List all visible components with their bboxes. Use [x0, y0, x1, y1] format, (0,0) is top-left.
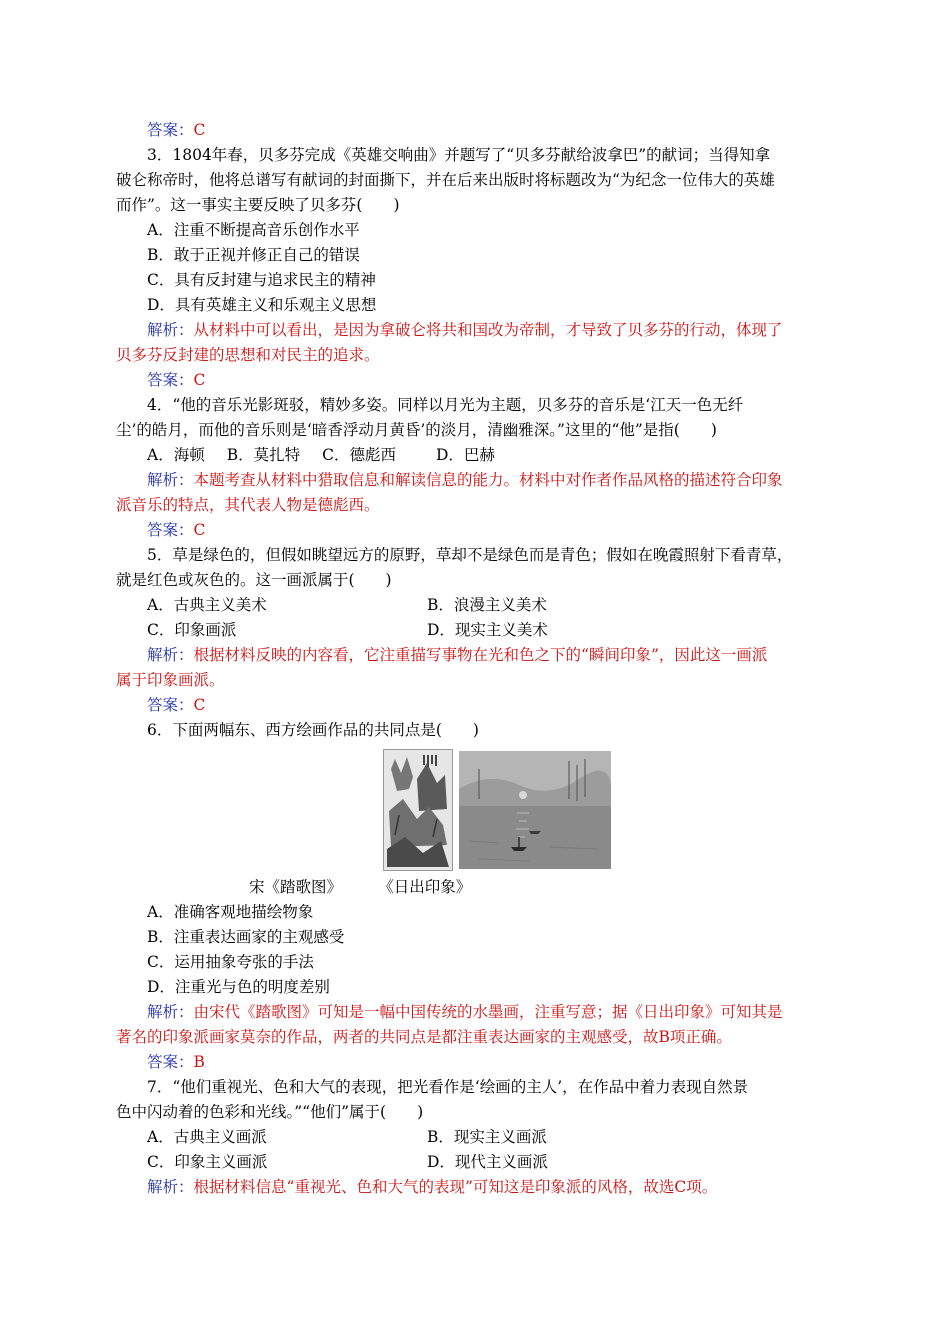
analysis-line: [116, 318, 838, 343]
options-row: [116, 593, 838, 618]
option-d: D．现代主义画派: [427, 1153, 548, 1171]
question-text-line: 3．1804年春，贝多芬完成《英雄交响曲》并题写了“贝多芬献给波拿巴”的献词；当得知拿: [147, 146, 771, 164]
option-d: D．具有英雄主义和乐观主义思想: [147, 296, 377, 314]
analysis-line: [116, 1175, 838, 1200]
answer-label: 答案：: [147, 121, 194, 139]
analysis-label: 解析：: [147, 646, 194, 664]
document-page: [116, 118, 838, 1200]
figure-captions: [116, 875, 838, 900]
question-text-line: 而作”。这一事实主要反映了贝多芬( ): [116, 196, 400, 214]
option-a: A．古典主义美术: [147, 596, 267, 614]
answer-value: C: [193, 121, 206, 139]
option-b: B．敢于正视并修正自己的错误: [147, 246, 360, 264]
question-6: [116, 718, 838, 1075]
answer-label: 答案：: [147, 1053, 194, 1071]
question-text-line: 色中闪动着的色彩和光线。”“他们”属于( ): [116, 1103, 424, 1121]
option-a: A．古典主义画派: [147, 1128, 267, 1146]
caption-sunrise: 《日出印象》: [386, 878, 472, 896]
option-c: C．具有反封建与追求民主的精神: [147, 271, 376, 289]
option-a: A．注重不断提高音乐创作水平: [147, 221, 360, 239]
answer-value: B: [193, 1053, 205, 1071]
options-row: [116, 1125, 838, 1150]
analysis-label: 解析：: [147, 1003, 194, 1021]
option-a: A．准确客观地描绘物象: [147, 903, 314, 921]
analysis-label: 解析：: [147, 471, 194, 489]
caption-tage: 宋《踏歌图》: [249, 878, 343, 896]
answer-value: C: [193, 696, 206, 714]
option-b: B．浪漫主义美术: [427, 596, 547, 614]
option-c: C．印象主义画派: [147, 1153, 268, 1171]
q2-answer: [116, 118, 838, 143]
tage-painting-image: [383, 749, 453, 871]
option-c: C．运用抽象夸张的手法: [147, 953, 314, 971]
analysis-text: 从材料中可以看出，是因为拿破仑将共和国改为帝制，才导致了贝多芬的行动，体现了: [193, 321, 783, 339]
options-row: [116, 1150, 838, 1175]
question-3: [116, 143, 838, 393]
question-text-line: 7．“他们重视光、色和大气的表现，把光看作是‘绘画的主人’，在作品中着力表现自然景: [147, 1078, 749, 1096]
answer-label: 答案：: [147, 371, 194, 389]
question-text-line: 尘’的皓月，而他的音乐则是‘暗香浮动月黄昏’的淡月，清幽雅深。”这里的“他”是指( ): [116, 421, 717, 439]
question-text-line: 就是红色或灰色的。这一画派属于( ): [116, 571, 392, 589]
analysis-line: [116, 1000, 838, 1025]
analysis-text: 根据材料信息“重视光、色和大气的表现”可知这是印象派的风格，故选C项。: [193, 1178, 718, 1196]
question-text-line: 4．“他的音乐光影斑驳，精妙多姿。同样以月光为主题，贝多芬的音乐是‘江天一色无纤: [147, 396, 744, 414]
impression-sunrise-image: [459, 751, 611, 869]
analysis-text: 由宋代《踏歌图》可知是一幅中国传统的水墨画，注重写意；据《日出印象》可知其是: [193, 1003, 783, 1021]
answer-line: [116, 518, 838, 543]
analysis-text: 贝多芬反封建的思想和对民主的追求。: [116, 346, 380, 364]
answer-line: [116, 693, 838, 718]
option-b: B．莫扎特: [226, 446, 301, 464]
option-a: A．海顿: [147, 446, 205, 464]
analysis-text: 本题考查从材料中猎取信息和解读信息的能力。材料中对作者作品风格的描述符合印象: [193, 471, 783, 489]
question-text-line: 5．草是绿色的，但假如眺望远方的原野，草却不是绿色而是青色；假如在晚霞照射下看青草，: [147, 546, 793, 564]
question-text-line: 6．下面两幅东、西方绘画作品的共同点是( ): [147, 721, 479, 739]
answer-label: 答案：: [147, 696, 194, 714]
option-d: D．注重光与色的明度差别: [147, 978, 330, 996]
option-c: C．印象画派: [147, 621, 237, 639]
question-7: [116, 1075, 838, 1200]
analysis-text: 著名的印象派画家莫奈的作品，两者的共同点是都注重表达画家的主观感受，故B项正确。: [116, 1028, 732, 1046]
paintings-figure: [156, 749, 838, 871]
option-d: D．现实主义美术: [427, 621, 548, 639]
option-d: D．巴赫: [435, 446, 495, 464]
question-4: [116, 393, 838, 543]
question-text-line: 破仑称帝时，他将总谱写有献词的封面撕下，并在后来出版时将标题改为“为纪念一位伟大的英雄: [116, 171, 775, 189]
analysis-line: [116, 468, 838, 493]
answer-label: 答案：: [147, 521, 194, 539]
analysis-label: 解析：: [147, 321, 194, 339]
option-c: C．德彪西: [322, 446, 396, 464]
answer-value: C: [193, 371, 206, 389]
analysis-line: [116, 643, 838, 668]
analysis-text: 根据材料反映的内容看，它注重描写事物在光和色之下的“瞬间印象”，因此这一画派: [193, 646, 768, 664]
option-b: B．注重表达画家的主观感受: [147, 928, 345, 946]
options-row: [116, 618, 838, 643]
answer-line: [116, 1050, 838, 1075]
question-5: [116, 543, 838, 718]
answer-value: C: [193, 521, 206, 539]
analysis-text: 派音乐的特点，其代表人物是德彪西。: [116, 496, 380, 514]
analysis-text: 属于印象画派。: [116, 671, 225, 689]
options-row: [116, 443, 838, 468]
option-b: B．现实主义画派: [427, 1128, 547, 1146]
answer-line: [116, 368, 838, 393]
analysis-label: 解析：: [147, 1178, 194, 1196]
